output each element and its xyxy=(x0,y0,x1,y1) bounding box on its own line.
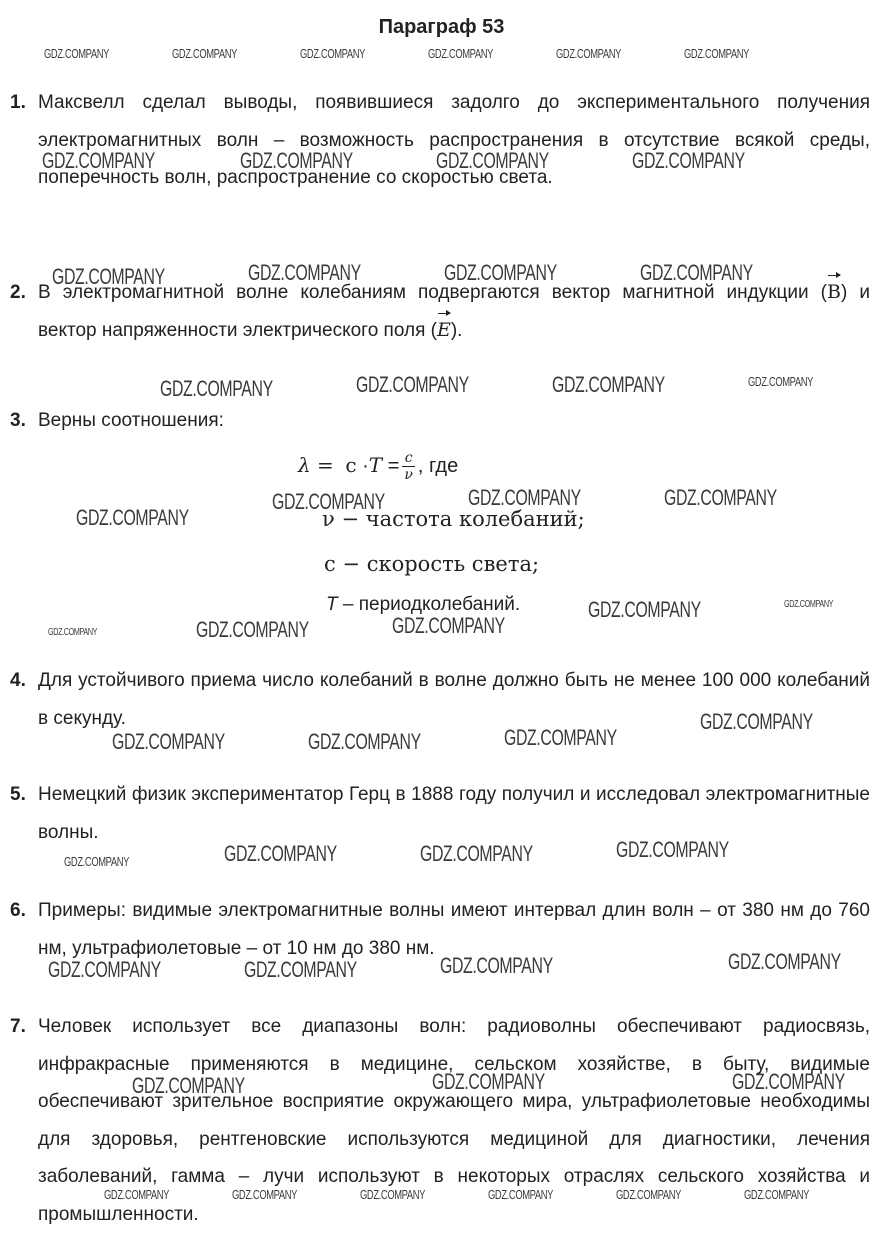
watermark: GDZ.COMPANY xyxy=(556,46,622,61)
item-text: В электромагнитной волне колебаниям подвергаются вектор магнитной индукции (B) и вектор напряженности электрического поля (E). xyxy=(38,274,870,349)
item-text: Немецкий физик экспериментатор Герц в 1888 году получил и исследовал электромагнитные волны. xyxy=(38,784,870,843)
watermark: GDZ.COMPANY xyxy=(44,46,110,61)
watermark: GDZ.COMPANY xyxy=(132,1073,245,1098)
answer-item-1 xyxy=(10,84,870,197)
watermark: GDZ.COMPANY xyxy=(272,489,385,514)
vector-e-symbol: E xyxy=(437,312,451,350)
answer-item-3 xyxy=(10,402,870,440)
item-number: 4. xyxy=(10,670,26,691)
watermark: GDZ.COMPANY xyxy=(700,709,813,734)
watermark: GDZ.COMPANY xyxy=(784,599,834,610)
watermark: GDZ.COMPANY xyxy=(224,841,337,866)
item-number: 6. xyxy=(10,900,26,921)
watermark: GDZ.COMPANY xyxy=(488,1187,554,1202)
c-over-nu-fraction: $\frac{c}{\nu}$ xyxy=(404,450,413,483)
watermark: GDZ.COMPANY xyxy=(440,953,553,978)
item-text: Максвелл сделал выводы, появившиеся задолго до экспериментального получения электромагнитных волн – возможность распространения в отсутствие всякой среды, поперечность волн, распространение со скоростью света. xyxy=(38,92,870,188)
watermark: GDZ.COMPANY xyxy=(436,148,549,173)
watermark: GDZ.COMPANY xyxy=(616,1187,682,1202)
t-definition: T – периодколебаний. xyxy=(326,594,521,615)
watermark: GDZ.COMPANY xyxy=(552,372,665,397)
watermark: GDZ.COMPANY xyxy=(360,1187,426,1202)
item-number: 7. xyxy=(10,1016,26,1037)
page-title: Параграф 53 xyxy=(378,16,505,38)
watermark: GDZ.COMPANY xyxy=(392,613,505,638)
watermark: GDZ.COMPANY xyxy=(64,854,130,869)
watermark: GDZ.COMPANY xyxy=(444,260,557,285)
watermark: GDZ.COMPANY xyxy=(420,841,533,866)
item-number: 2. xyxy=(10,282,26,303)
watermark: GDZ.COMPANY xyxy=(748,374,814,389)
answer-item-5 xyxy=(10,776,870,851)
item-number: 1. xyxy=(10,92,26,113)
watermark: GDZ.COMPANY xyxy=(240,148,353,173)
watermark: GDZ.COMPANY xyxy=(308,729,421,754)
watermark: GDZ.COMPANY xyxy=(248,260,361,285)
watermark: GDZ.COMPANY xyxy=(504,725,617,750)
watermark: GDZ.COMPANY xyxy=(76,505,189,530)
watermark: GDZ.COMPANY xyxy=(112,729,225,754)
watermark: GDZ.COMPANY xyxy=(48,957,161,982)
watermark: GDZ.COMPANY xyxy=(104,1187,170,1202)
item-text: Для устойчивого приема число колебаний в волне должно быть не менее 100 000 колебаний в секунду. xyxy=(38,670,870,729)
watermark: GDZ.COMPANY xyxy=(588,597,701,622)
watermark: GDZ.COMPANY xyxy=(160,376,273,401)
watermark: GDZ.COMPANY xyxy=(728,949,841,974)
watermark: GDZ.COMPANY xyxy=(732,1069,845,1094)
watermark: GDZ.COMPANY xyxy=(356,372,469,397)
watermark: GDZ.COMPANY xyxy=(244,957,357,982)
watermark: GDZ.COMPANY xyxy=(196,617,309,642)
watermark: GDZ.COMPANY xyxy=(616,837,729,862)
watermark: GDZ.COMPANY xyxy=(172,46,238,61)
watermark: GDZ.COMPANY xyxy=(300,46,366,61)
c-definition: c − скорость света; xyxy=(324,552,540,576)
watermark: GDZ.COMPANY xyxy=(428,46,494,61)
watermark: GDZ.COMPANY xyxy=(640,260,753,285)
watermark: GDZ.COMPANY xyxy=(52,264,165,289)
watermark: GDZ.COMPANY xyxy=(432,1069,545,1094)
nu-definition: ν − частота колебаний; xyxy=(322,507,585,531)
watermark: GDZ.COMPANY xyxy=(664,485,777,510)
watermark: GDZ.COMPANY xyxy=(48,627,98,638)
item-text: Верны соотношения: xyxy=(38,410,224,431)
wavelength-formula: λ = c ·T = $\frac{c}{\nu}$ , где xyxy=(298,450,459,483)
watermark: GDZ.COMPANY xyxy=(468,485,581,510)
watermark: GDZ.COMPANY xyxy=(684,46,750,61)
watermark: GDZ.COMPANY xyxy=(744,1187,810,1202)
watermark: GDZ.COMPANY xyxy=(232,1187,298,1202)
item-text: Примеры: видимые электромагнитные волны имеют интервал длин волн – от 380 нм до 760 нм, ультрафиолетовые – от 10 нм до 380 нм. xyxy=(38,900,870,959)
watermark: GDZ.COMPANY xyxy=(42,148,155,173)
vector-b-symbol: B xyxy=(827,274,841,312)
watermark: GDZ.COMPANY xyxy=(632,148,745,173)
item-number: 5. xyxy=(10,784,26,805)
item-number: 3. xyxy=(10,410,26,431)
item-text: Человек использует все диапазоны волн: радиоволны обеспечивают радиосвязь, инфракрасные применяются в медицине, сельском хозяйстве, в быту, видимые обеспечивают зрительное восприятие окружающего мира, ультрафиолетовые необходимы для здоровья, рентгеновские используются медициной для диагностики, лечения заболеваний, гамма – лучи используют в некоторых отраслях сельского хозяйства и промышленности. xyxy=(38,1016,870,1225)
